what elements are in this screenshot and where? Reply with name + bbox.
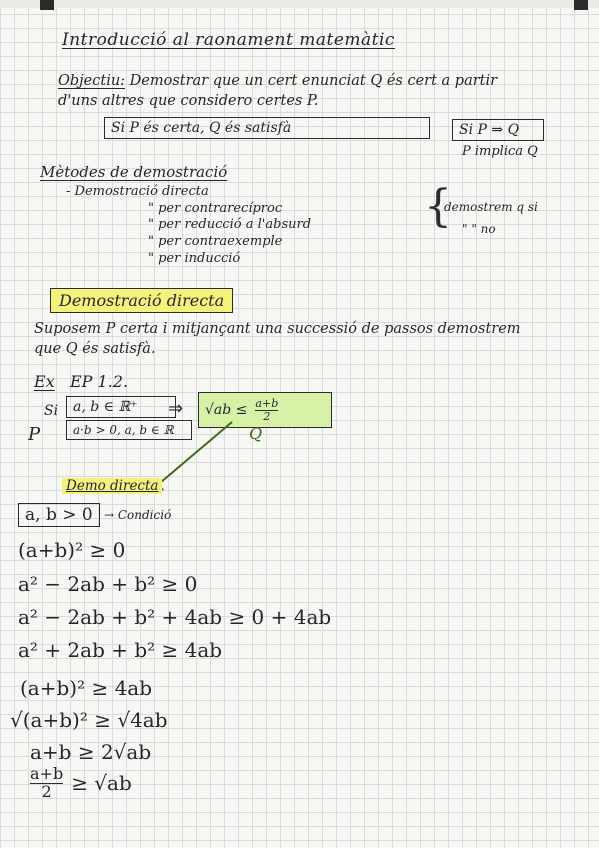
top-edge-strip (0, 0, 599, 8)
demo-step-1: (a+b)² ≥ 0 (18, 538, 126, 562)
direct-proof-heading: Demostració directa (50, 288, 233, 313)
method-item-induction: " per inducció (148, 251, 241, 266)
brace-note-2: " " no (462, 222, 496, 236)
implication-note: P implica Q (462, 144, 538, 159)
demo-step-4: a² + 2ab + b² ≥ 4ab (18, 638, 223, 662)
demo-final (30, 766, 132, 801)
brace-note-1: demostrem q si (444, 200, 538, 214)
objective-line-2: d'uns altres que considero certes P. (58, 93, 319, 109)
implication-box: Si P ⇒ Q (452, 119, 544, 141)
demo-step-6: √(a+b)² ≥ √4ab (10, 708, 168, 732)
q-fraction-num: a+b (255, 396, 279, 410)
demo-step-3: a² − 2ab + b² + 4ab ≥ 0 + 4ab (18, 605, 332, 629)
demo-final-num: a+b (30, 764, 64, 783)
method-item-direct: - Demostració directa (66, 184, 209, 199)
example-si: Si (44, 403, 59, 419)
method-item-absurd: " per reducció a l'absurd (148, 217, 312, 232)
example-ref: EP 1.2. (70, 372, 129, 391)
q-fraction (255, 398, 278, 422)
demo-step-7: a+b ≥ 2√ab (30, 740, 152, 764)
demo-final-den: 2 (41, 781, 52, 801)
objective-text-1: Demostrar que un cert enunciat Q és cert a partir (129, 73, 498, 89)
demo-final-fraction (30, 766, 63, 801)
top-mark-left (40, 0, 54, 10)
objective-label: Objectiu: (58, 73, 126, 89)
demo-condition-note: → Condició (104, 508, 172, 522)
top-mark-right (574, 0, 588, 10)
q-sqrt: √ab ≤ (205, 402, 248, 418)
objective-line-1 (58, 73, 497, 89)
condition-top-box: a, b ∈ ℝ⁺ (66, 396, 176, 418)
demo-condition-box: a, b > 0 (18, 503, 100, 527)
demo-step-2: a² − 2ab + b² ≥ 0 (18, 572, 198, 596)
demo-heading: Demo directa (62, 478, 162, 494)
demo-final-rhs: ≥ √ab (71, 771, 132, 796)
brace-symbol: { (424, 181, 452, 232)
direct-text-line-2: que Q és satisfà. (34, 341, 156, 357)
q-label: Q (249, 424, 263, 443)
demo-step-5: (a+b)² ≥ 4ab (20, 676, 153, 700)
statement-box: Si P és certa, Q és satisfà (104, 117, 430, 139)
direct-text-line-1: Suposem P certa i mitjançant una successió de passos demostrem (34, 321, 521, 337)
method-item-counterexample: " per contraexemple (148, 234, 283, 249)
q-fraction-den: 2 (263, 409, 271, 423)
condition-bottom-box: a·b > 0, a, b ∈ ℝ (66, 420, 192, 440)
example-label: Ex (34, 372, 55, 391)
methods-title: Mètodes de demostració (40, 163, 228, 181)
p-label: P (28, 424, 41, 445)
method-item-contrapositive: " per contrarecíproc (148, 201, 283, 216)
page-title: Introducció al raonament matemàtic (62, 30, 395, 50)
implies-arrow: ⇒ (168, 398, 184, 419)
